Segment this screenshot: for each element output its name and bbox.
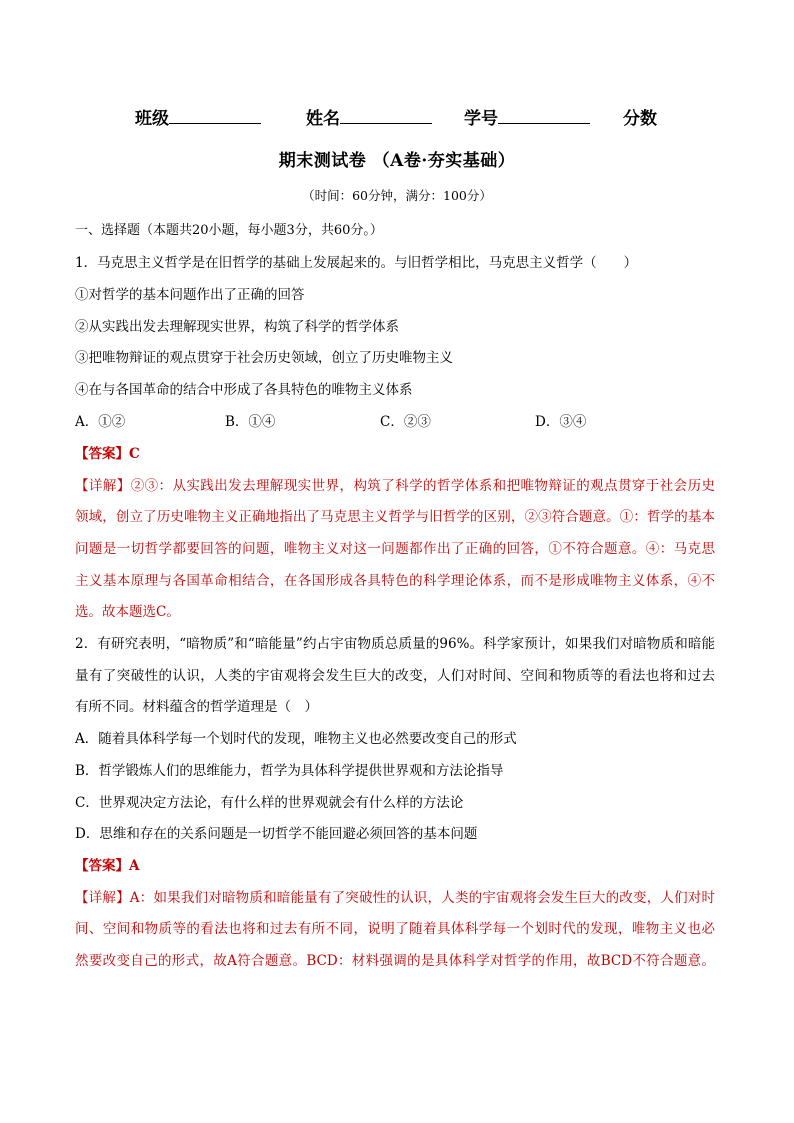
q1-explain-line: 【详解】②③：从实践出发去理解现实世界，构筑了科学的哲学体系和把唯物辩证的观点贯穿于社会历史 [75,478,715,494]
name-field [306,104,432,129]
page-subtitle: （时间：60分钟，满分：100分） [302,188,492,203]
q2-option-a: A．随着具体科学每一个划时代的发现，唯物主义也必然要改变自己的形式 [75,731,517,747]
q2-explain-line: 然要改变自己的形式，故A符合题意。BCD：材料强调的是具体科学对哲学的作用，故BCD不符合题意。 [75,953,715,969]
q2-explain-line: 【详解】A：如果我们对暗物质和暗能量有了突破性的认识，人类的宇宙观将会发生巨大的改变，人们对时 [75,890,715,906]
score-label: 分数 [623,109,657,129]
header-fields [0,104,794,130]
q1-options [75,410,715,430]
page-title: 期末测试卷 （A卷·夯实基础） [278,151,516,171]
q1-explain-line: 主义基本原理与各国革命相结合，在各国形成各具特色的科学理论体系，而不是形成唯物主义体系，④不 [75,573,715,589]
q1-answer: 【答案】C [75,446,140,462]
q2-explain-line: 间、空间和物质等的看法也将和过去有所不同，说明了随着具体科学每一个划时代的发现，唯物主义也必 [75,921,715,937]
section-heading: 一、选择题（本题共20小题，每小题3分，共60分。） [75,223,383,238]
q1-item: ①对哲学的基本问题作出了正确的回答 [75,287,305,303]
q1-option-a: A．①② [75,414,126,430]
q1-option-c: C．②③ [380,414,431,430]
q1-stem: 1．马克思主义哲学是在旧哲学的基础上发展起来的。与旧哲学相比，马克思主义哲学（ ） [75,255,638,271]
q1-item: ④在与各国革命的结合中形成了各具特色的唯物主义体系 [75,382,413,398]
q1-explain-line: 问题是一切哲学都要回答的问题，唯物主义对这一问题都作出了正确的回答，①不符合题意。④：马克思 [75,541,715,557]
name-blank[interactable] [340,105,432,124]
class-blank[interactable] [169,105,261,124]
q1-option-b: B．①④ [225,414,276,430]
name-label: 姓名 [306,109,340,129]
id-label: 学号 [464,109,498,129]
q2-option-c: C．世界观决定方法论，有什么样的世界观就会有什么样的方法论 [75,795,464,811]
class-field [135,104,261,129]
q2-option-b: B．哲学锻炼人们的思维能力，哲学为具体科学提供世界观和方法论指导 [75,763,504,779]
q1-item: ③把唯物辩证的观点贯穿于社会历史领域，创立了历史唯物主义 [75,350,453,366]
q2-option-d: D．思维和存在的关系问题是一切哲学不能回避必须回答的基本问题 [75,826,478,842]
q1-explain-line: 领域，创立了历史唯物主义正确地指出了马克思主义哲学与旧哲学的区别，②③符合题意。①：哲学的基本 [75,509,715,525]
q2-answer: 【答案】A [75,858,140,874]
q2-stem-line: 2．有研究表明，“暗物质”和“暗能量”约占宇宙物质总质量的96%。科学家预计，如果我们对暗物质和暗能 [75,636,715,652]
q1-explain-line: 选。故本题选C。 [75,604,180,620]
q2-stem-line: 量有了突破性的认识，人类的宇宙观将会发生巨大的改变，人们对时间、空间和物质等的看法也将和过去 [75,668,715,684]
score-field [623,104,657,129]
id-field [464,104,590,129]
class-label: 班级 [135,109,169,129]
q2-stem-line: 有所不同。材料蕴含的哲学道理是（ ） [75,699,318,715]
q1-item: ②从实践出发去理解现实世界，构筑了科学的哲学体系 [75,319,399,335]
id-blank[interactable] [498,105,590,124]
q1-option-d: D．③④ [535,414,587,430]
